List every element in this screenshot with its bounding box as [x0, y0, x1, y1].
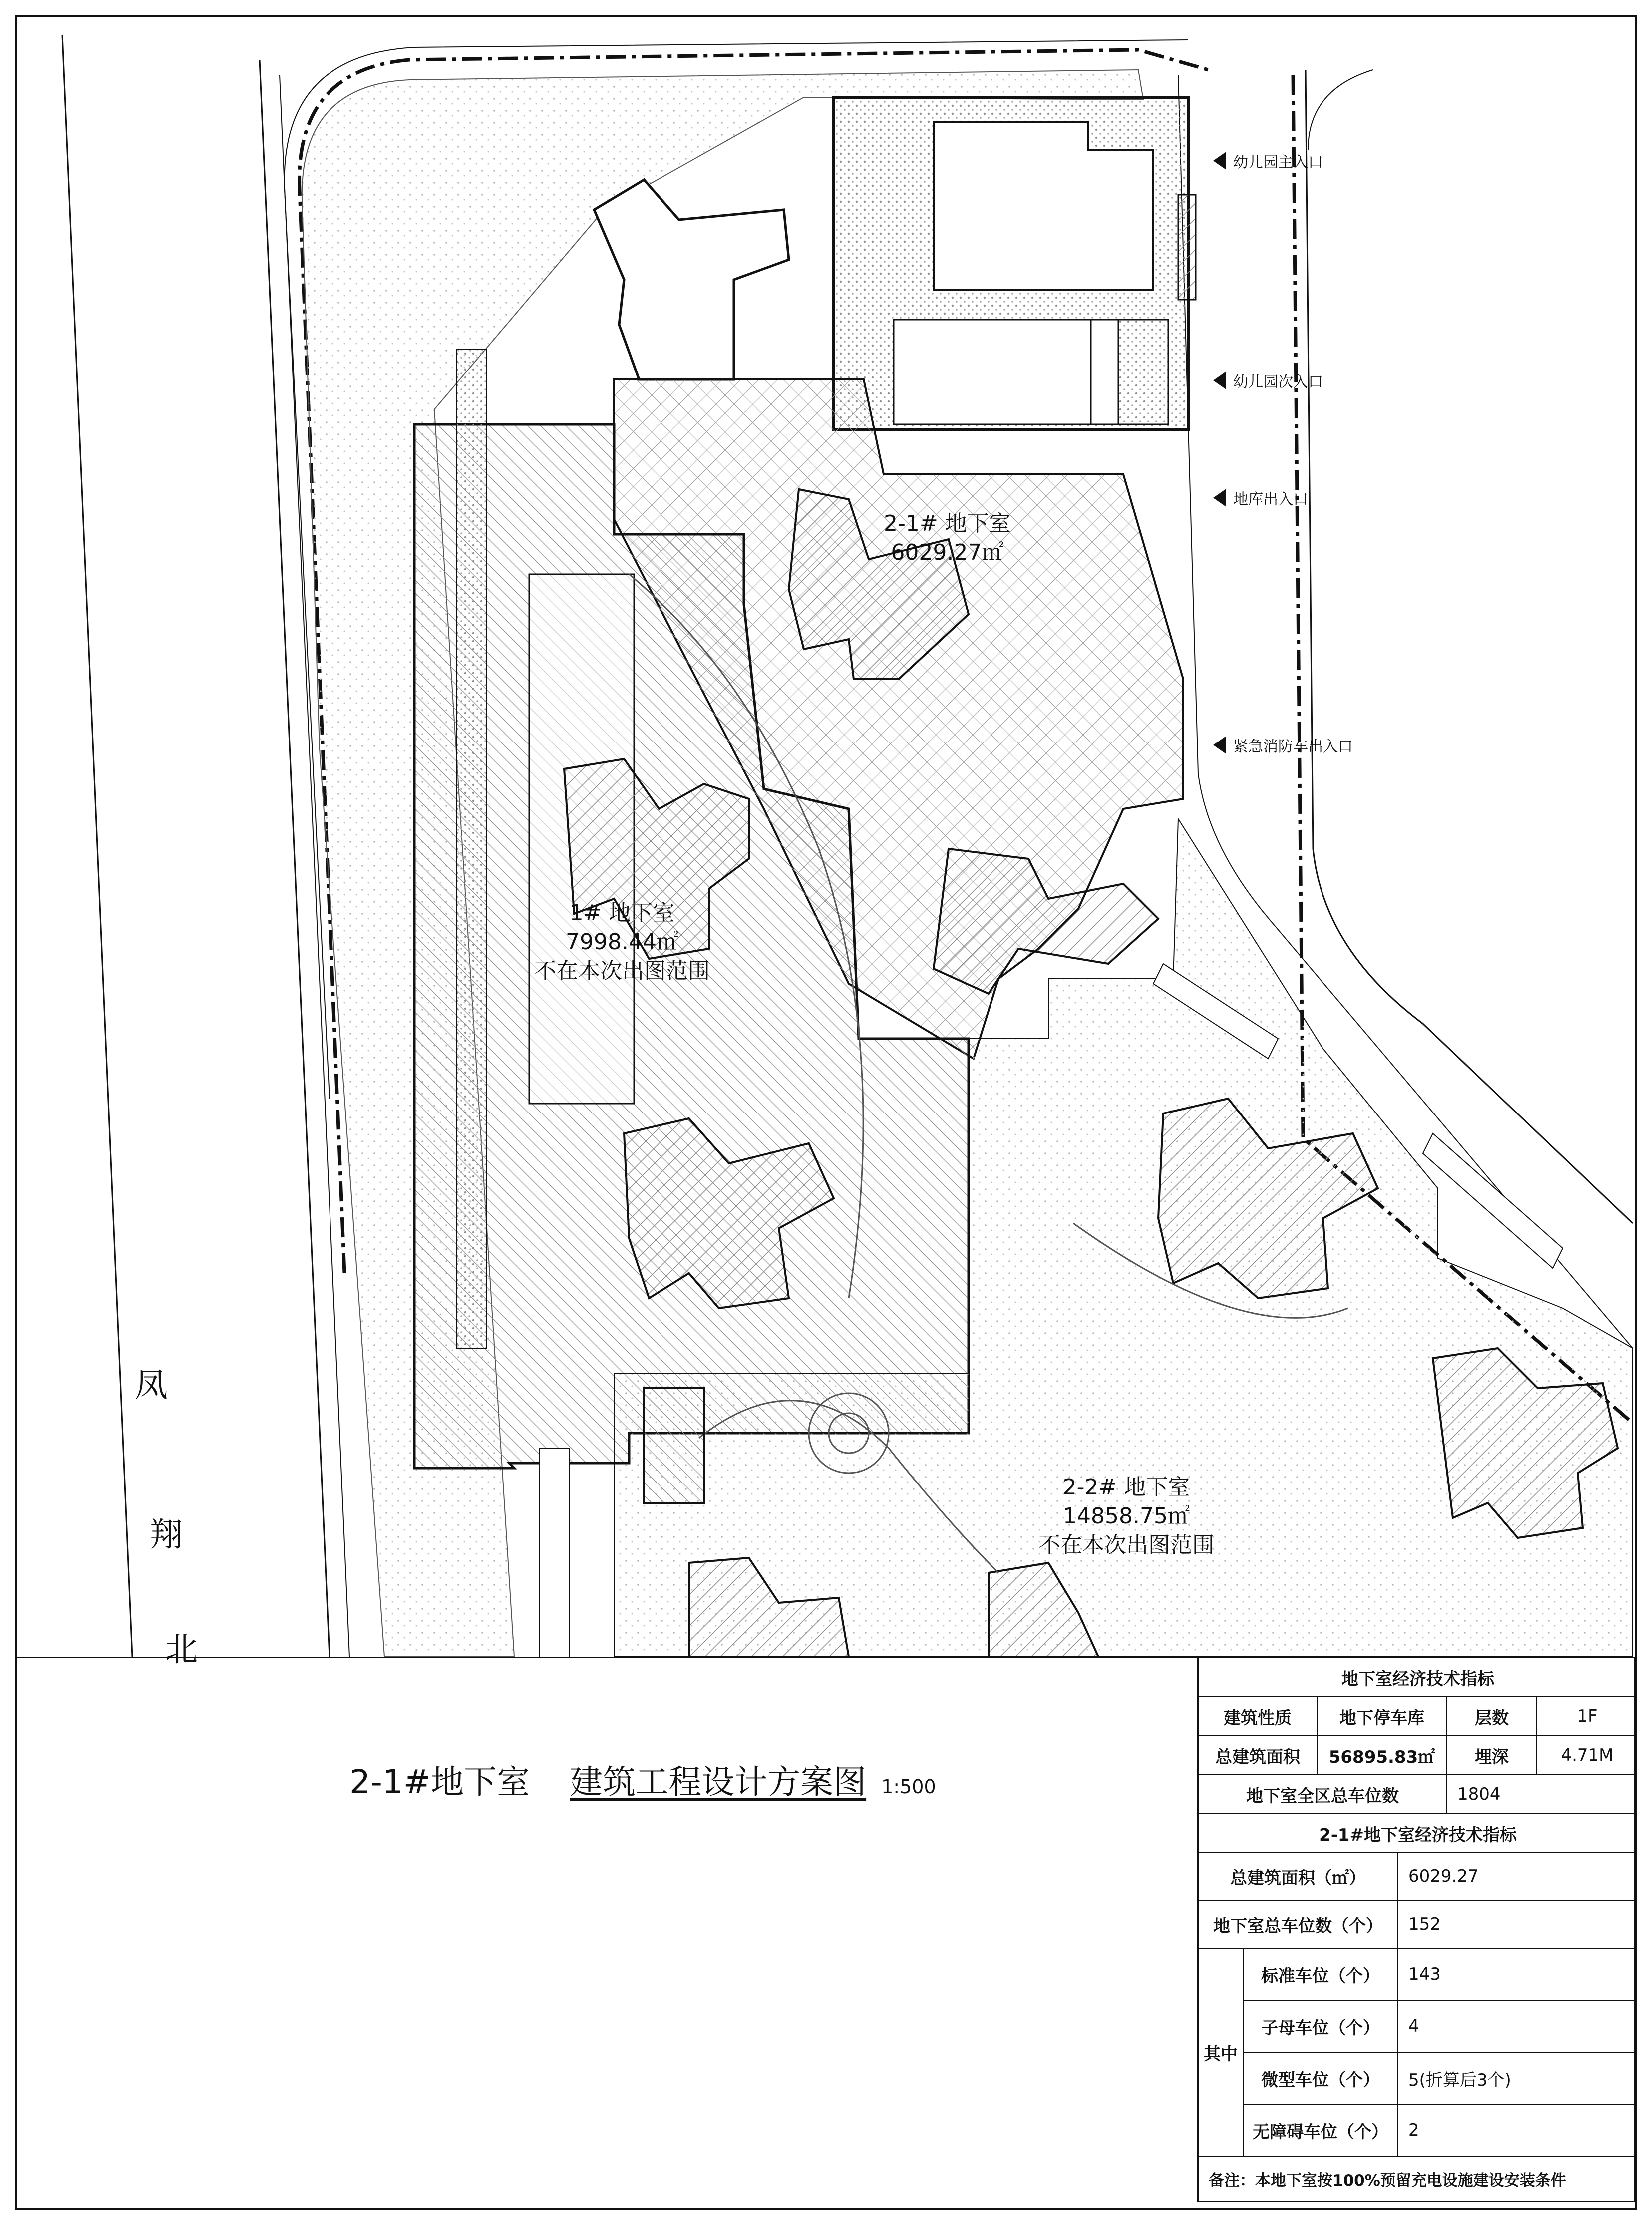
east-road [1306, 70, 1633, 1223]
cell-depth-key: 埋深 [1447, 1736, 1537, 1775]
cell-tandem-key: 子母车位（个） [1244, 2001, 1398, 2053]
cell-standard-val: 143 [1398, 1949, 1637, 2001]
entrance-garage: 地库出入口 [1213, 487, 1308, 509]
north-tower [594, 180, 789, 379]
cell-sub-area-key: 总建筑面积（㎡） [1199, 1853, 1398, 1901]
entrance-kindergarten-main: 幼儿园主入口 [1213, 150, 1323, 172]
drawing-title [349, 1755, 936, 1803]
arrow-left-icon [1213, 371, 1226, 389]
basement-1-label [534, 899, 710, 986]
basement-1-name: 1# 地下室 [569, 900, 675, 926]
basement-2-1-label [884, 509, 1011, 567]
title-block-divider [15, 1657, 1198, 1658]
road-name-char-3: 北 [165, 1630, 198, 1669]
arrow-left-icon [1213, 152, 1226, 170]
drawing-title-main: 2-1#地下室 [349, 1763, 530, 1801]
cell-accessible-key: 无障碍车位（个） [1244, 2105, 1398, 2157]
indicator-table [1197, 1657, 1636, 2202]
entrance-kindergarten-secondary: 幼儿园次入口 [1213, 370, 1323, 391]
cell-total-spaces-val: 1804 [1447, 1775, 1637, 1814]
cell-total-area-val: 56895.83㎡ [1318, 1736, 1447, 1775]
cell-accessible-val: 2 [1398, 2105, 1637, 2157]
basement-2-2-area: 14858.75㎡ [1063, 1503, 1190, 1529]
basement-2-1-name: 2-1# 地下室 [884, 511, 1011, 536]
drawing-scale: 1:500 [881, 1776, 936, 1798]
table-title: 地下室经济技术指标 [1199, 1658, 1637, 1697]
table-note: 备注：本地下室按100%预留充电设施建设安装条件 [1209, 2171, 1566, 2190]
road-name-char-1: 凤 [135, 1366, 168, 1404]
kindergarten-block [834, 97, 1196, 429]
cell-building-type-key: 建筑性质 [1199, 1697, 1318, 1736]
cell-sub-spaces-key: 地下室总车位数（个） [1199, 1901, 1398, 1949]
table-subtitle: 2-1#地下室经济技术指标 [1199, 1814, 1637, 1853]
road-name-char-2: 翔 [150, 1515, 183, 1554]
cell-sub-area-val: 6029.27 [1398, 1853, 1637, 1901]
basement-2-1-area: 6029.27㎡ [891, 540, 1004, 565]
basement-2-2-name: 2-2# 地下室 [1062, 1475, 1190, 1500]
cell-standard-key: 标准车位（个） [1244, 1949, 1398, 2001]
cell-total-area-key: 总建筑面积 [1199, 1736, 1318, 1775]
basement-1-note: 不在本次出图范围 [534, 958, 710, 984]
arrow-left-icon [1213, 736, 1226, 754]
cell-total-spaces-key: 地下室全区总车位数 [1199, 1775, 1447, 1814]
cell-sub-spaces-val: 152 [1398, 1901, 1637, 1949]
cell-tandem-val: 4 [1398, 2001, 1637, 2053]
drawing-title-sub: 建筑工程设计方案图 [570, 1763, 867, 1801]
cell-group-label: 其中 [1199, 1949, 1244, 2157]
cell-floors-key: 层数 [1447, 1697, 1537, 1736]
entrance-fire-lane: 紧急消防车出入口 [1213, 734, 1353, 756]
basement-2-2-note: 不在本次出图范围 [1038, 1532, 1214, 1558]
cell-building-type-val: 地下停车库 [1318, 1697, 1447, 1736]
arrow-left-icon [1213, 489, 1226, 507]
cell-mini-val: 5(折算后3个) [1398, 2053, 1637, 2105]
cell-depth-val: 4.71M [1537, 1736, 1637, 1775]
cell-mini-key: 微型车位（个） [1244, 2053, 1398, 2105]
basement-1-area: 7998.44㎡ [566, 929, 678, 955]
ramp-structure [644, 1388, 704, 1503]
basement-2-2-label [1038, 1473, 1214, 1560]
cell-floors-val: 1F [1537, 1697, 1637, 1736]
